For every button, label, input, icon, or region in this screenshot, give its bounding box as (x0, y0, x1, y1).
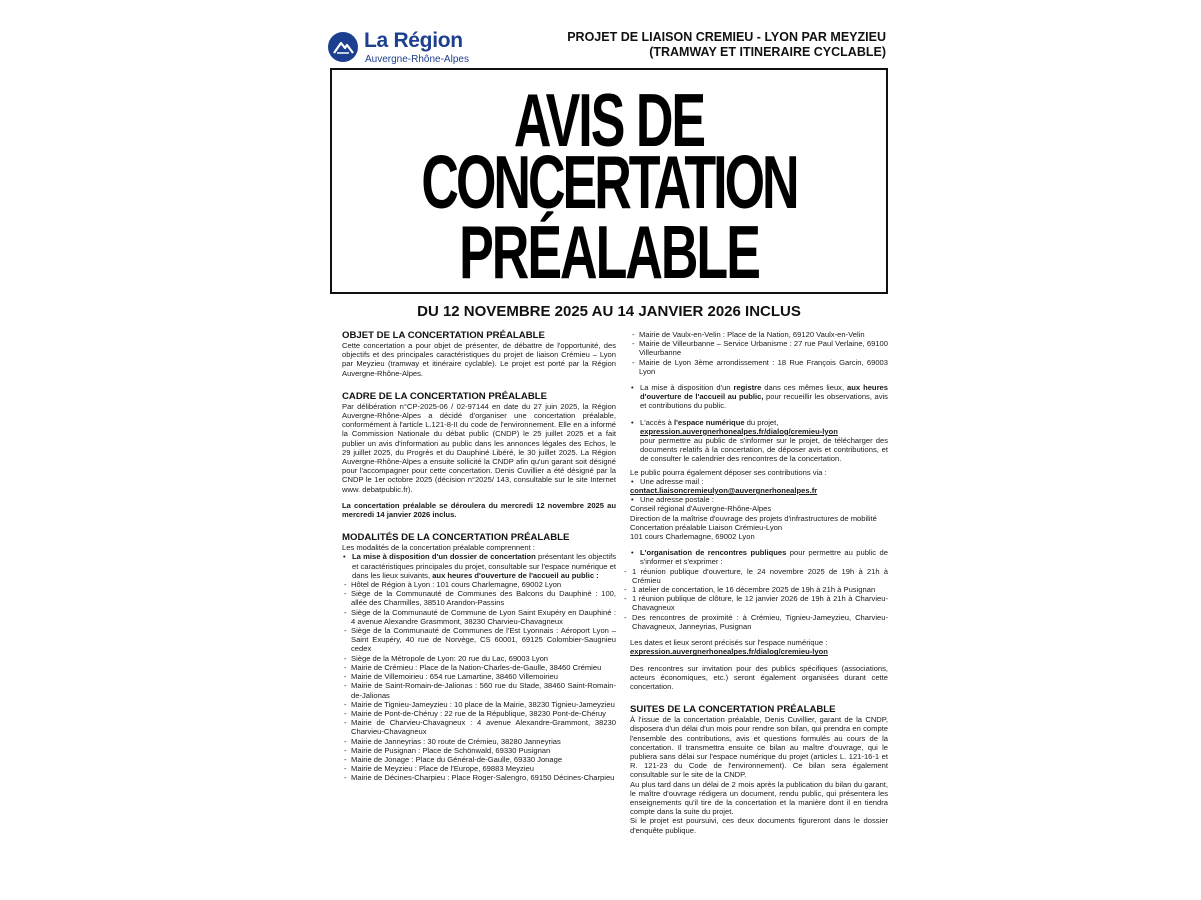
meetings-list (622, 567, 888, 631)
logo-name: La Région (364, 29, 463, 52)
rencontres-bullet (630, 548, 888, 566)
project-title (567, 30, 886, 60)
place-item: - Hôtel de Région à Lyon : 101 cours Charlemagne, 69002 Lyon (342, 580, 616, 589)
place-item: - Mairie de Tignieu-Jameyzieu : 10 place de la Mairie, 38230 Tignieu-Jameyzieu (342, 700, 616, 709)
dossier-bullet (342, 552, 616, 580)
suites-p2: Au plus tard dans un délai de 2 mois après la publication du bilan du garant, le maître d'ouvrage rédigera un document, rendu public, qui présentera les enseignements qu'il tire de la concertation et la manière dont il en tiendra compte dans la suite du projet. (630, 779, 888, 817)
suites-p1: À l'issue de la concertation préalable, Denis Cuvillier, garant de la CNDP, disposera d'un délai d'un mois pour rendre son bilan, qui prendra en compte l'ensemble des contributions, avis et questions formulés au cours de la concertation. Il transmettra ensuite ce bilan au maître d'ouvrage, qui le publiera sans délai sur l'espace numérique du projet (articles L. 121-16-1 et R. 121-23 du Code de l'environnement). Ce bilan sera également consultable sur le site de la CNDP. (630, 715, 888, 780)
cadre-bold-note: La concertation préalable se déroulera du mercredi 12 novembre 2025 au mercredi 14 janvier 2026 inclus. (342, 500, 616, 520)
rencontres-text: pour permettre au public de s'informer et s'exprimer : (640, 548, 888, 567)
meeting-item: - 1 atelier de concertation, le 16 décembre 2025 de 19h à 21h à Pusignan (622, 585, 888, 594)
espace-pre: L'accès à (640, 417, 674, 427)
place-item: - Siège de la Communauté de Communes de l'Est Lyonnais : Aéroport Lyon – Saint Exupéry, 40 rue de Norvège, CS 60001, 69125 Colombier-Saugnieu cedex (342, 626, 616, 654)
places-list-right (630, 330, 888, 376)
place-item: - Siège de la Métropole de Lyon: 20 rue du Lac, 69003 Lyon (342, 654, 616, 663)
objet-heading: OBJET DE LA CONCERTATION PRÉALABLE (342, 330, 545, 341)
espace-mid: du projet, (744, 417, 779, 427)
concertation-dates: DU 12 NOVEMBRE 2025 AU 14 JANVIER 2026 INCLUS (417, 303, 801, 320)
place-item: - Mairie de Lyon 3ème arrondissement : 18 Rue François Garcin, 69003 Lyon (630, 358, 888, 376)
logo-subtitle: Auvergne-Rhône-Alpes (365, 54, 469, 65)
espace-link[interactable]: expression.auvergnerhonealpes.fr/dialog/cremieu-lyon (640, 426, 838, 436)
place-item: - Mairie de Crémieu : Place de la Nation-Charles-de-Gaulle, 38460 Crémieu (342, 663, 616, 672)
depot-list (630, 477, 888, 486)
objet-text: Cette concertation a pour objet de présenter, de débattre de l'opportunité, des objectifs et des principales caractéristiques du projet de liaison Crémieu – Lyon par Meyzieu (tramway et itinéraire cyclable). Le projet est porté par la Région Auvergne-Rhône-Alpes. (342, 341, 616, 378)
project-line-1: PROJET DE LIAISON CREMIEU - LYON PAR MEYZIEU (567, 30, 886, 44)
place-item: - Mairie de Meyzieu : Place de l'Europe, 69883 Meyzieu (342, 764, 616, 773)
dossier-text: présentant les objectifs et caractéristiques principales du projet, consultable sur l'espace numérique et dans les lieux suivants, (352, 552, 617, 580)
places-list-left (342, 580, 616, 782)
invitation-note: Des rencontres sur invitation pour des publics spécifiques (associations, acteurs économiques, etc.) seront également organisées durant cette concertation. (630, 663, 888, 691)
espace-post: pour permettre au public de s'informer sur le projet, de télécharger des documents relatifs à la concertation, de déposer avis et contributions, et de consulter le calendrier des rencontres de la concertation. (640, 436, 888, 464)
suites-p3: Si le projet est poursuivi, ces deux documents figureront dans le dossier d'enquête publique. (630, 816, 888, 835)
modalites-bullets (342, 552, 616, 580)
postal-label: • Une adresse postale : (630, 495, 888, 504)
title-box (330, 68, 888, 294)
project-line-2: (TRAMWAY ET ITINERAIRE CYCLABLE) (649, 45, 886, 59)
registre-bullet (630, 383, 888, 411)
title-line-1: AVIS DE (513, 79, 705, 164)
depot-intro: Le public pourra également déposer ses contributions via : (630, 467, 827, 477)
left-column (342, 330, 616, 783)
place-item: - Mairie de Charvieu-Chavagneux : 4 avenue Alexandre-Grammont, 38230 Charvieu-Chavagneux (342, 718, 616, 736)
meeting-item: - 1 réunion publique d'ouverture, le 24 novembre 2025 de 19h à 21h à Crémieu (622, 567, 888, 585)
registre-mid: dans ces mêmes lieux, (761, 383, 848, 393)
meeting-item: - 1 réunion publique de clôture, le 12 janvier 2026 de 19h à 21h à Charvieu-Chavagneux (622, 594, 888, 612)
cadre-text: Par délibération n°CP-2025-06 / 02-97144 en date du 27 juin 2025, la Région Auvergne-Rhône-Alpes a décidé d'organiser une concertation préalable, conformément à l'article L.121-8-II du code de l'environnement. Elle en a informé la Commission Nationale du débat public (CNDP) le 25 juillet 2025 et a fait publier un avis d'information au public dans les annonces légales des Echos, le 29 juillet 2025, du Progrès et du Dauphiné Libéré, le 30 juillet 2025. La Région Auvergne-Rhône-Alpes a ensuite sollicité la CNDP afin qu'un garant soit désigné pour l'accompagner pour cette concertation. Denis Cuvillier a été désigné par la CNDP le 1er octobre 2025 (décision n°2025/ 143, consultable sur le site Internet www. debatpublic.fr). (342, 401, 616, 494)
contact-email-link[interactable]: contact.liaisoncremieulyon@auvergnerhonealpes.fr (630, 486, 818, 496)
registre-post: pour recueillir les observations, avis et contributions du public. (640, 392, 888, 411)
place-item: - Mairie de Saint-Romain-de-Jalionas : 560 rue du Stade, 38460 Saint-Romain-de-Jalionas (342, 681, 616, 699)
dossier-bold: La mise à disposition d'un dossier de concertation (352, 552, 536, 562)
mountain-logo-icon (328, 32, 358, 62)
dates-note: Les dates et lieux seront précisés sur l'espace numérique : (630, 638, 828, 648)
registre-pre: La mise à disposition d'un (640, 383, 734, 393)
title-line-2: CONCERTATION (421, 141, 797, 226)
notice-page (326, 24, 892, 894)
postal-line: Concertation préalable Liaison Crémieu-Lyon (630, 522, 783, 532)
suites-heading: SUITES DE LA CONCERTATION PRÉALABLE (630, 704, 836, 716)
rencontres-bullet-list (630, 548, 888, 566)
modalites-heading: MODALITÉS DE LA CONCERTATION PRÉALABLE (342, 532, 570, 544)
espace-bullet-list (630, 418, 888, 464)
modalites-intro: Les modalités de la concertation préalable comprennent : (342, 543, 535, 553)
dates-link[interactable]: expression.auvergnerhonealpes.fr/dialog/cremieu-lyon (630, 647, 828, 657)
postal-address (630, 504, 888, 541)
place-item: - Siège de la Communauté de Communes des Balcons du Dauphiné : 100, allée des Charmilles, 38510 Arandon-Passins (342, 589, 616, 607)
postal-line: Conseil régional d'Auvergne-Rhône-Alpes (630, 504, 772, 514)
title-line-3: PRÉALABLE (459, 211, 759, 296)
meeting-item: - Des rencontres de proximité : à Crémieu, Tignieu-Jameyzieu, Charvieu-Chavagneux, Janneyrias, Pusignan (622, 613, 888, 631)
mail-label: • Une adresse mail : (630, 477, 888, 486)
dossier-bold-2: aux heures d'ouverture de l'accueil au public : (432, 570, 599, 580)
postal-list (630, 495, 888, 504)
place-item: - Mairie de Vaulx-en-Velin : Place de la Nation, 69120 Vaulx-en-Velin (630, 330, 888, 339)
postal-line: Direction de la maîtrise d'ouvrage des projets d'infrastructures de mobilité (630, 513, 877, 523)
espace-bold: l'espace numérique (673, 417, 745, 427)
place-item: - Mairie de Villemoirieu : 654 rue Lamartine, 38460 Villemoirieu (342, 672, 616, 681)
registre-bold-2: aux heures d'ouverture de l'accueil au public, (640, 383, 888, 402)
place-item: - Mairie de Janneyrias : 30 route de Crémieu, 38280 Janneyrias (342, 737, 616, 746)
cadre-heading: CADRE DE LA CONCERTATION PRÉALABLE (342, 390, 548, 402)
region-logo (328, 28, 478, 68)
place-item: - Mairie de Jonage : Place du Général-de-Gaulle, 69330 Jonage (342, 755, 616, 764)
place-item: - Mairie de Décines-Charpieu : Place Roger-Salengro, 69150 Décines-Charpieu (342, 773, 616, 782)
place-item: - Siège de la Communauté de Commune de Lyon Saint Exupéry en Dauphiné : 4 avenue Alexandre Grasmmont, 38230 Charvieu-Chavagneux (342, 608, 616, 626)
registre-bold: registre (733, 383, 762, 393)
postal-line: 101 cours Charlemagne, 69002 Lyon (630, 532, 755, 542)
place-item: - Mairie de Villeurbanne – Service Urbanisme : 27 rue Paul Verlaine, 69100 Villeurbanne (630, 339, 888, 357)
espace-bullet (630, 418, 888, 464)
rencontres-bold: L'organisation de rencontres publiques (640, 548, 787, 558)
registre-bullet-list (630, 383, 888, 411)
place-item: - Mairie de Pont-de-Chéruy : 22 rue de la République, 38230 Pont-de-Chéruy (342, 709, 616, 718)
right-column (630, 330, 888, 835)
place-item: - Mairie de Pusignan : Place de Schönwald, 69330 Pusignan (342, 746, 616, 755)
